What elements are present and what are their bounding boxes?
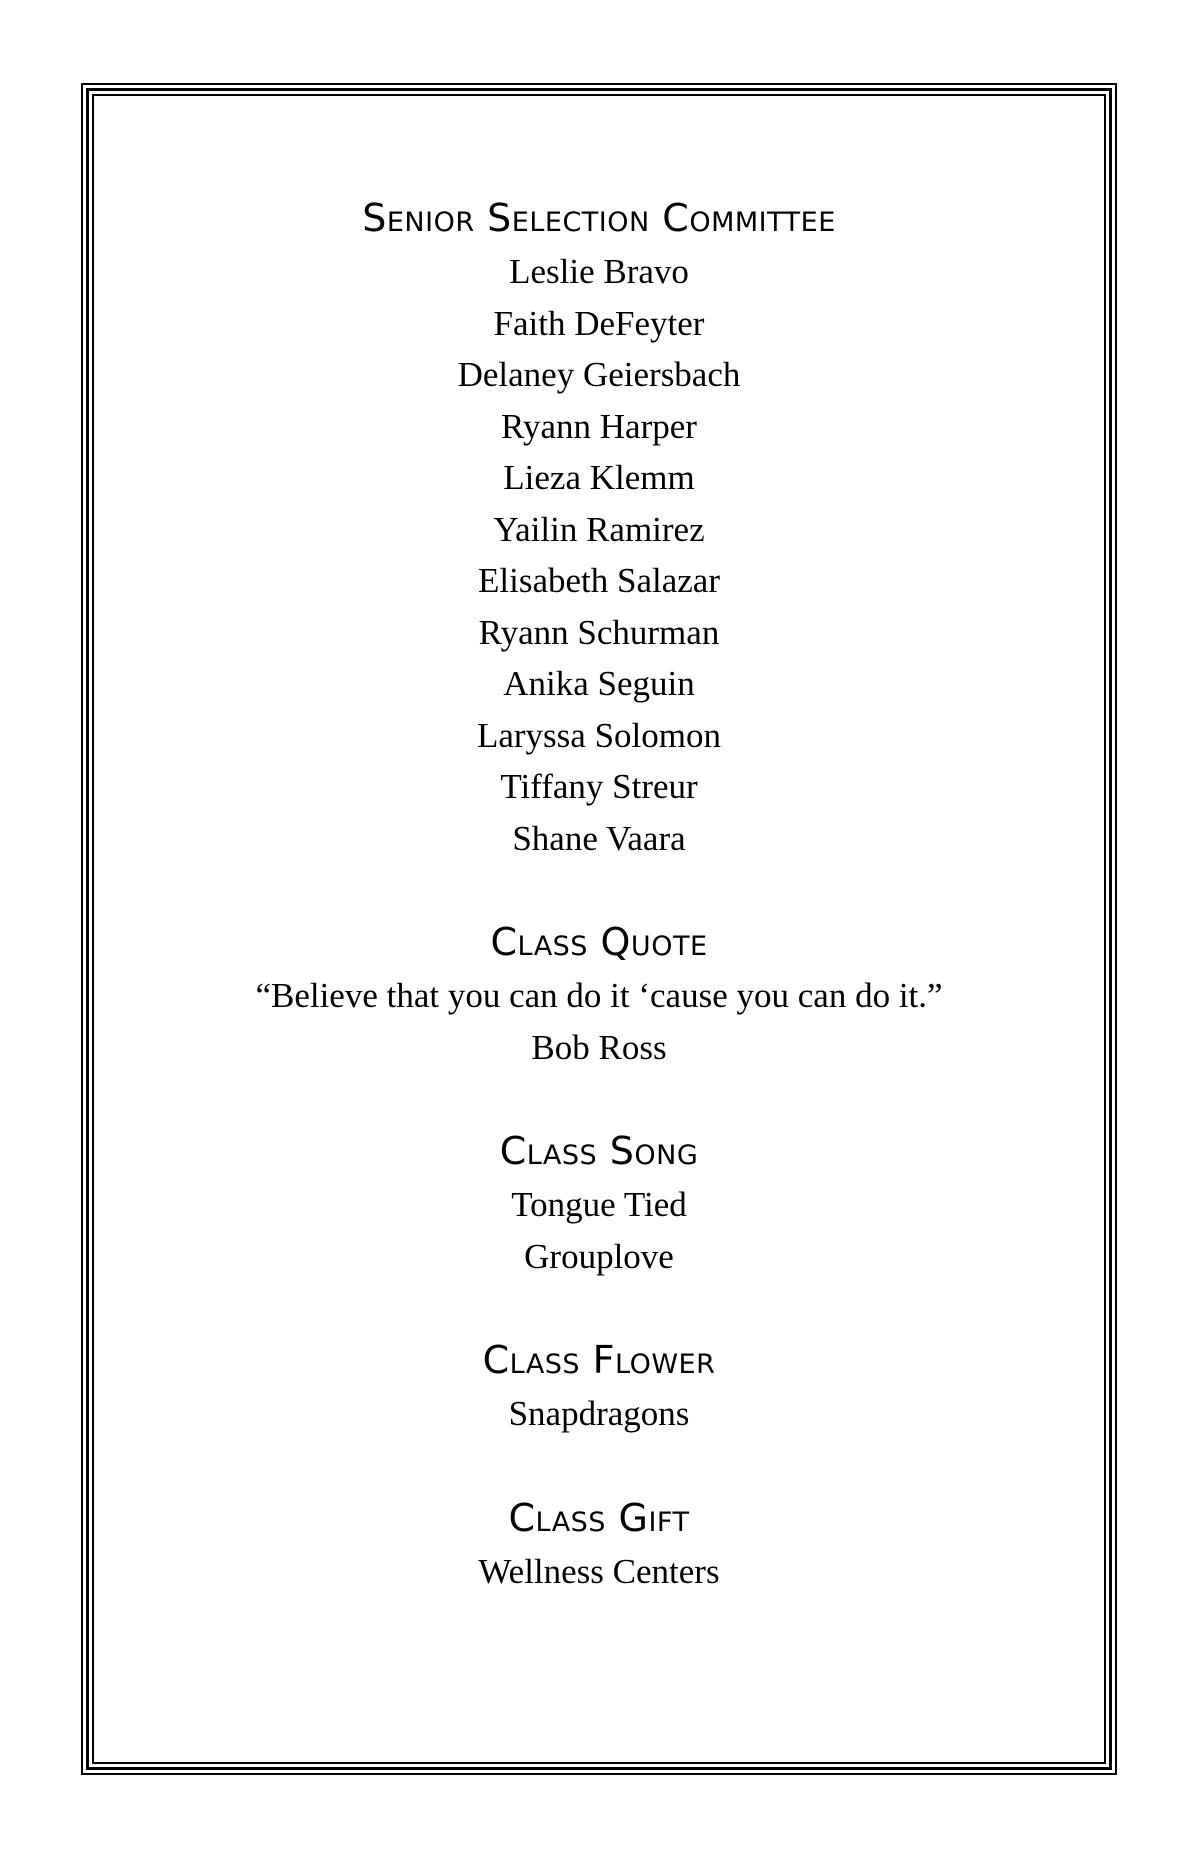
committee-member: Lieza Klemm — [503, 458, 695, 497]
flower-value: Snapdragons — [508, 1394, 690, 1433]
quote-section — [94, 914, 1104, 1073]
section-spacer — [94, 864, 1104, 914]
song-artist: Grouplove — [524, 1236, 674, 1276]
section-spacer — [94, 1282, 1104, 1332]
committee-member: Shane Vaara — [512, 818, 686, 858]
quote-text: “Believe that you can do it ‘cause you can do it.” — [255, 976, 943, 1015]
committee-member: Anika Seguin — [503, 664, 695, 703]
committee-member: Tiffany Streur — [500, 767, 698, 806]
song-heading: Class Song — [499, 1129, 699, 1173]
quote-heading: Class Quote — [490, 920, 708, 964]
gift-section — [94, 1490, 1104, 1598]
committee-member: Laryssa Solomon — [476, 715, 721, 755]
committee-member-list — [94, 246, 1104, 864]
gift-value: Wellness Centers — [478, 1551, 720, 1591]
flower-heading: Class Flower — [482, 1338, 716, 1382]
committee-member: Delaney Geiersbach — [457, 355, 741, 394]
committee-heading: Senior Selection Committee — [362, 196, 836, 240]
song-title: Tongue Tied — [511, 1185, 687, 1224]
committee-member: Elisabeth Salazar — [478, 561, 720, 600]
flower-section — [94, 1332, 1104, 1440]
quote-author: Bob Ross — [531, 1027, 667, 1067]
committee-member: Ryann Harper — [501, 406, 697, 446]
committee-section — [94, 190, 1104, 864]
section-spacer — [94, 1073, 1104, 1123]
committee-member: Faith DeFeyter — [493, 303, 705, 343]
page-content — [94, 190, 1104, 1597]
gift-heading: Class Gift — [508, 1495, 690, 1540]
committee-member: Ryann Schurman — [478, 612, 720, 652]
committee-member: Yailin Ramirez — [493, 509, 705, 549]
song-section — [94, 1123, 1104, 1282]
section-spacer — [94, 1440, 1104, 1490]
committee-member: Leslie Bravo — [509, 252, 689, 291]
